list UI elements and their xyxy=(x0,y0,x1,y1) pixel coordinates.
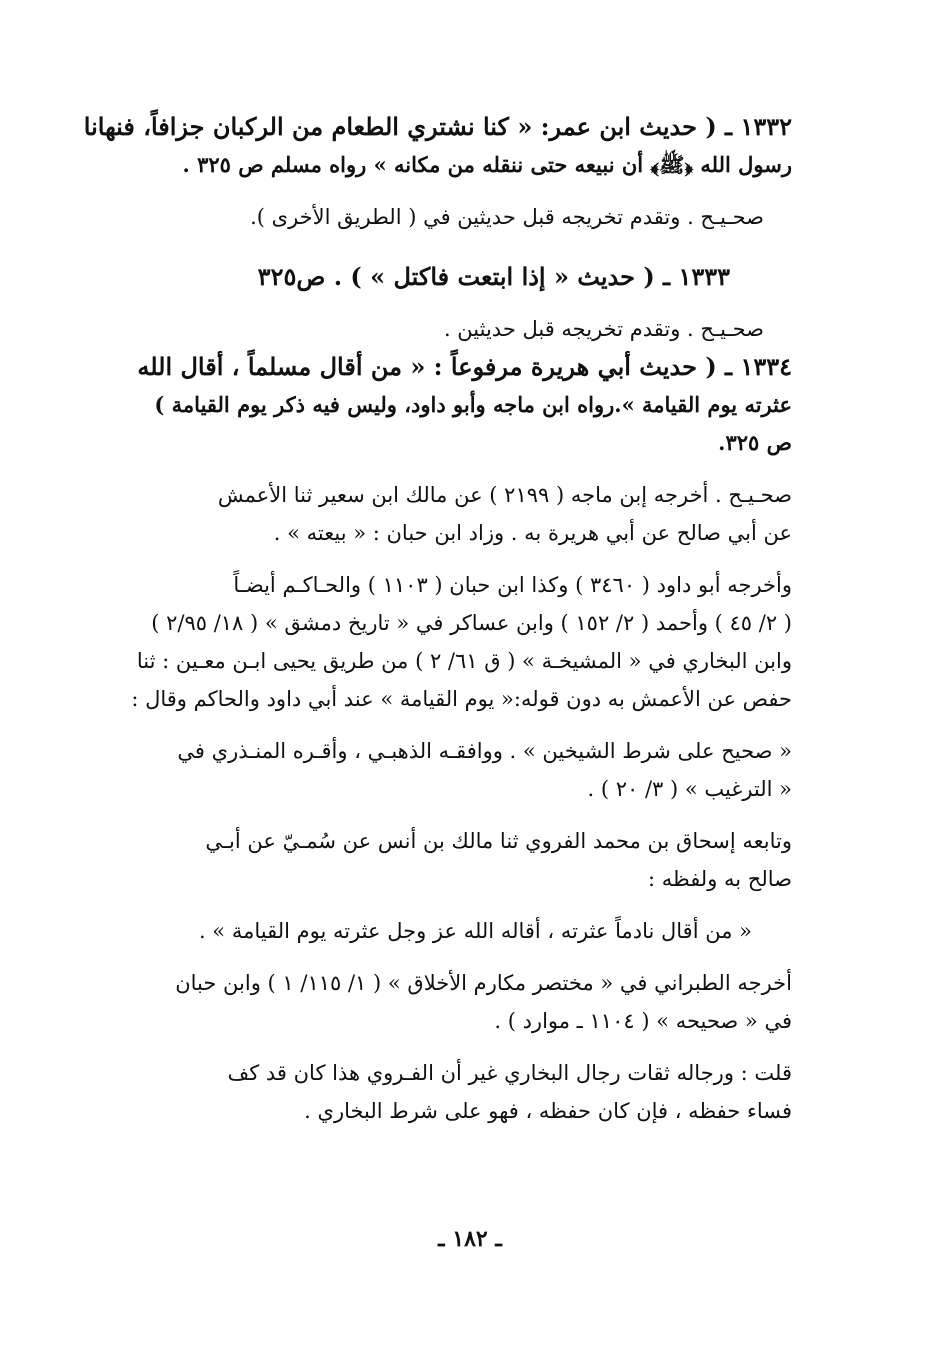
paragraph-line: قلت : ورجاله ثقات رجال البخاري غير أن الفـروي هذا كان قد كف xyxy=(227,1061,792,1085)
takhrij-paragraph-2 xyxy=(112,566,792,718)
grading-line: صحـيـح . وتقدم تخريجه قبل حديثين . xyxy=(443,317,764,341)
paragraph-line: ( ٢/ ٤٥ ) وأحمد ( ٢/ ١٥٢ ) وابن عساكر في « تاريخ دمشق » ( ١٨/ ٢/٩٥ ) xyxy=(151,611,792,635)
hadith-heading-line: ١٣٣٣ ـ ( حديث « إذا ابتعت فاكتل » ) . ص٣٢٥ xyxy=(257,262,730,291)
hadith-text-line: رسول الله ﴿ﷺ﴾ أن نبيعه حتى ننقله من مكانه » رواه مسلم ص ٣٢٥ . xyxy=(182,152,792,177)
paragraph-line: صحـيـح . أخرجه إبن ماجه ( ٢١٩٩ ) عن مالك ابن سعير ثنا الأعمش xyxy=(217,483,792,507)
paragraph-line: وأخرجه أبو داود ( ٣٤٦٠ ) وكذا ابن حبان ( ١١٠٣ ) والحـاكـم أيضـاً xyxy=(233,573,792,597)
paragraph-line: وابن البخاري في « المشيخـة » ( ق ٦١/ ٢ ) من طريق يحيى ابـن معـين : ثنا xyxy=(136,649,792,673)
takhrij-paragraph-3 xyxy=(112,732,792,808)
paragraph-line: حفص عن الأعمش به دون قوله:« يوم القيامة » عند أبي داود والحاكم وقال : xyxy=(131,687,792,711)
hadith-text-line: ص ٣٢٥. xyxy=(718,430,792,455)
page-body xyxy=(83,108,792,1144)
paragraph-line: فساء حفظه ، فإن كان حفظه ، فهو على شرط البخاري . xyxy=(304,1099,792,1123)
hadith-1334 xyxy=(112,348,792,462)
author-comment xyxy=(112,1054,792,1130)
grading-1332 xyxy=(112,198,792,236)
hadith-1332 xyxy=(83,108,792,184)
paragraph-line: عن أبي صالح عن أبي هريرة به . وزاد ابن حبان : « بيعته » . xyxy=(273,521,792,545)
paragraph-line: « الترغيب » ( ٣/ ٢٠ ) . xyxy=(587,777,792,801)
hadith-heading-line: ١٣٣٤ ـ ( حديث أبي هريرة مرفوعاً : « من أقال مسلماً ، أقال الله xyxy=(137,352,792,381)
hadith-1333 xyxy=(112,258,792,296)
takhrij-paragraph-5 xyxy=(112,964,792,1040)
quoted-wording xyxy=(112,912,792,950)
paragraph-line: أخرجه الطبراني في « مختصر مكارم الأخلاق » ( ١/ ١١٥/ ١ ) وابن حبان xyxy=(175,971,792,995)
paragraph-line: « من أقال نادماً عثرته ، أقاله الله عز وجل عثرته يوم القيامة » . xyxy=(198,919,752,943)
takhrij-paragraph-1 xyxy=(112,476,792,552)
hadith-heading-line: ١٣٣٢ ـ ( حديث ابن عمر: « كنا نشتري الطعام من الركبان جزافاً، فنهانا xyxy=(83,112,792,141)
paragraph-line: صالح به ولفظه : xyxy=(647,867,792,891)
takhrij-paragraph-4 xyxy=(112,822,792,898)
grading-line: صحـيـح . وتقدم تخريجه قبل حديثين في ( الطريق الأخرى ). xyxy=(250,205,764,229)
grading-1333 xyxy=(112,310,792,348)
paragraph-line: « صحيح على شرط الشيخين » . ووافقـه الذهبـي ، وأقـره المنـذري في xyxy=(177,739,792,763)
paragraph-line: في « صحيحه » ( ١١٠٤ ـ موارد ) . xyxy=(494,1009,792,1033)
page-number: ـ ١٨٢ ـ xyxy=(438,1226,502,1252)
hadith-text-line: عثرته يوم القيامة ».رواه ابن ماجه وأبو داود، وليس فيه ذكر يوم القيامة ) xyxy=(154,392,792,417)
paragraph-line: وتابعه إسحاق بن محمد الفروي ثنا مالك بن أنس عن سُمـيّ عن أبـي xyxy=(205,829,792,853)
